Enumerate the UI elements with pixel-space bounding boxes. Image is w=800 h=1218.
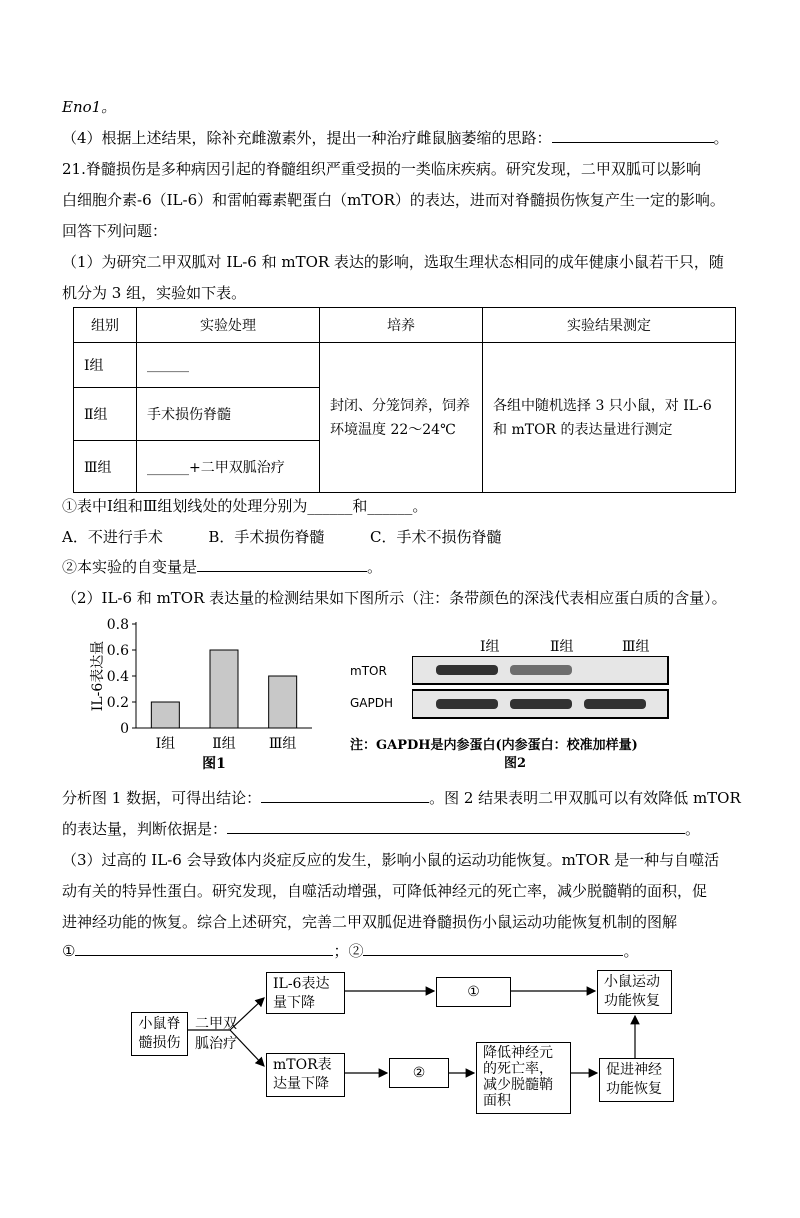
x-tick-label: Ⅰ组 (155, 736, 176, 752)
q4-text: （4）根据上述结果，除补充雌激素外，提出一种治疗雌鼠脑萎缩的思路： (62, 129, 552, 147)
group-3-name: Ⅲ组 (74, 441, 137, 493)
q21-part1-line1: （1）为研究二甲双胍对 IL-6 和 mTOR 表达的影响，选取生理状态相同的成年健康小鼠若干只，随 (62, 253, 724, 271)
option-b[interactable]: B．手术损伤脊髓 (208, 528, 325, 546)
y-tick-label: 0.4 (106, 669, 129, 685)
q4-line (62, 127, 729, 149)
group-1-treatment: ______ (137, 343, 320, 388)
il6-bar-chart (76, 618, 336, 778)
q1b-line (62, 556, 382, 578)
motor-recovery-box: 小鼠运动功能恢复 (597, 970, 672, 1014)
neural-function-box: 促进神经功能恢复 (599, 1058, 674, 1102)
q4-end: 。 (713, 129, 729, 147)
y-tick-label: 0.6 (106, 643, 129, 659)
header-group: 组别 (74, 308, 137, 343)
q3-line-3: 进神经功能的恢复。综合上述研究，完善二甲双胍促进脊髓损伤小鼠运动功能恢复机制的图解 (62, 913, 678, 931)
group-3-treatment: ______+二甲双胍治疗 (137, 441, 320, 493)
gapdh-band-1 (436, 699, 498, 709)
options-line (62, 526, 501, 548)
q3-line-2: 动有关的特异性蛋白。研究发现，自噬活动增强，可降低神经元的死亡率，减少脱髓鞘的面积，促 (62, 882, 708, 900)
measurement-cell: 各组中随机选择 3 只小鼠，对 IL-6 和 mTOR 的表达量进行测定 (483, 343, 736, 493)
analysis-2-end: 。 (685, 820, 701, 838)
analysis-1-mid: 。图 2 结果表明二甲双胍可以有效降低 mTOR (429, 789, 741, 807)
q21-stem-2: 白细胞介素-6（IL-6）和雷帕霉素靶蛋白（mTOR）的表达，进而对脊髓损伤恢复产生一定的影响。 (62, 191, 725, 209)
neuron-protection-box: 降低神经元的死亡率，减少脱髓鞘面积 (476, 1042, 571, 1114)
blank-2-box: ② (389, 1058, 449, 1088)
culture-cell: 封闭、分笼饲养，饲养环境温度 22～24℃ (320, 343, 483, 493)
eno-text: Eno1。 (62, 98, 117, 116)
x-tick-label: Ⅱ组 (212, 736, 236, 752)
group-2-treatment: 手术损伤脊髓 (137, 388, 320, 441)
option-a[interactable]: A．不进行手术 (62, 528, 163, 546)
blank-1-answer[interactable] (75, 941, 333, 956)
q4-answer-blank[interactable] (552, 128, 714, 143)
blank-end: 。 (623, 942, 639, 960)
injured-mouse-box: 小鼠脊髓损伤 (131, 1012, 188, 1056)
analysis-2-blank[interactable] (227, 819, 685, 834)
group-2-name: Ⅱ组 (74, 388, 137, 441)
y-axis-label: IL-6表达量 (90, 640, 106, 712)
q21-stem-1: 21.脊髓损伤是多种病因引起的脊髓组织严重受损的一类临床疾病。研究发现，二甲双胍可以影响 (62, 160, 701, 178)
western-blot-figure (350, 636, 750, 776)
blot-note: 注：GAPDH是内参蛋白(内参蛋白：校准加样量) (350, 738, 638, 753)
blot-group-2-label: Ⅱ组 (550, 639, 574, 655)
group-1-name: Ⅰ组 (74, 343, 137, 388)
y-tick-label: 0 (120, 721, 129, 737)
blot-group-1-label: Ⅰ组 (480, 639, 500, 655)
q3-line-1: （3）过高的 IL-6 会导致体内炎症反应的发生，影响小鼠的运动功能恢复。mTOR 是一种与自噬活 (62, 851, 720, 869)
y-tick-label: 0.2 (106, 695, 129, 711)
bar-3 (269, 676, 297, 728)
gapdh-band-2 (510, 699, 572, 709)
mtor-decrease-box: mTOR表达量下降 (266, 1053, 345, 1097)
q1b-answer-blank[interactable] (197, 557, 367, 572)
mtor-row-label: mTOR (350, 664, 387, 678)
x-tick-label: Ⅲ组 (268, 736, 297, 752)
analysis-1-blank[interactable] (261, 788, 429, 803)
mtor-band-1 (436, 665, 498, 675)
q21-stem-3: 回答下列问题： (62, 222, 168, 240)
fig1-title: 图1 (202, 756, 226, 772)
header-measurement: 实验结果测定 (483, 308, 736, 343)
q21-part1-line2: 机分为 3 组，实验如下表。 (62, 284, 247, 302)
fig2-title: 图2 (504, 756, 527, 771)
analysis-1-text: 分析图 1 数据，可得出结论： (62, 789, 262, 807)
il6-decrease-box: IL-6表达量下降 (266, 972, 345, 1014)
q1b-question: ②本实验的自变量是 (62, 558, 198, 576)
blot-bands (412, 656, 712, 726)
bar-1 (151, 702, 179, 728)
q2-text: （2）IL-6 和 mTOR 表达量的检测结果如下图所示（注：条带颜色的深浅代表相应蛋白质的含量）。 (62, 589, 727, 607)
analysis-2-text: 的表达量，判断依据是： (62, 820, 228, 838)
metformin-treatment-label: 二甲双胍治疗 (195, 1016, 237, 1052)
gapdh-band-3 (584, 699, 646, 709)
q1a-question: ①表中Ⅰ组和Ⅲ组划线处的处理分别为______和______。 (62, 497, 428, 515)
header-culture: 培养 (320, 308, 483, 343)
experiment-table (73, 307, 736, 493)
gapdh-row-label: GAPDH (350, 696, 394, 710)
option-c[interactable]: C．手术不损伤脊髓 (370, 528, 502, 546)
blank-1-label: ① (62, 942, 76, 960)
blank-1-box: ① (436, 977, 511, 1007)
diagram-arrows (0, 966, 800, 1126)
mtor-band-2 (510, 665, 572, 675)
bar-2 (210, 650, 238, 728)
blank-2-label: ；② (333, 942, 364, 960)
y-tick-label: 0.8 (106, 618, 129, 633)
header-treatment: 实验处理 (137, 308, 320, 343)
analysis-line-1 (62, 787, 741, 809)
q1b-end: 。 (367, 558, 383, 576)
blot-group-3-label: Ⅲ组 (622, 639, 650, 655)
q3-blanks-line (62, 940, 638, 962)
analysis-line-2 (62, 818, 700, 840)
blank-2-answer[interactable] (363, 941, 623, 956)
